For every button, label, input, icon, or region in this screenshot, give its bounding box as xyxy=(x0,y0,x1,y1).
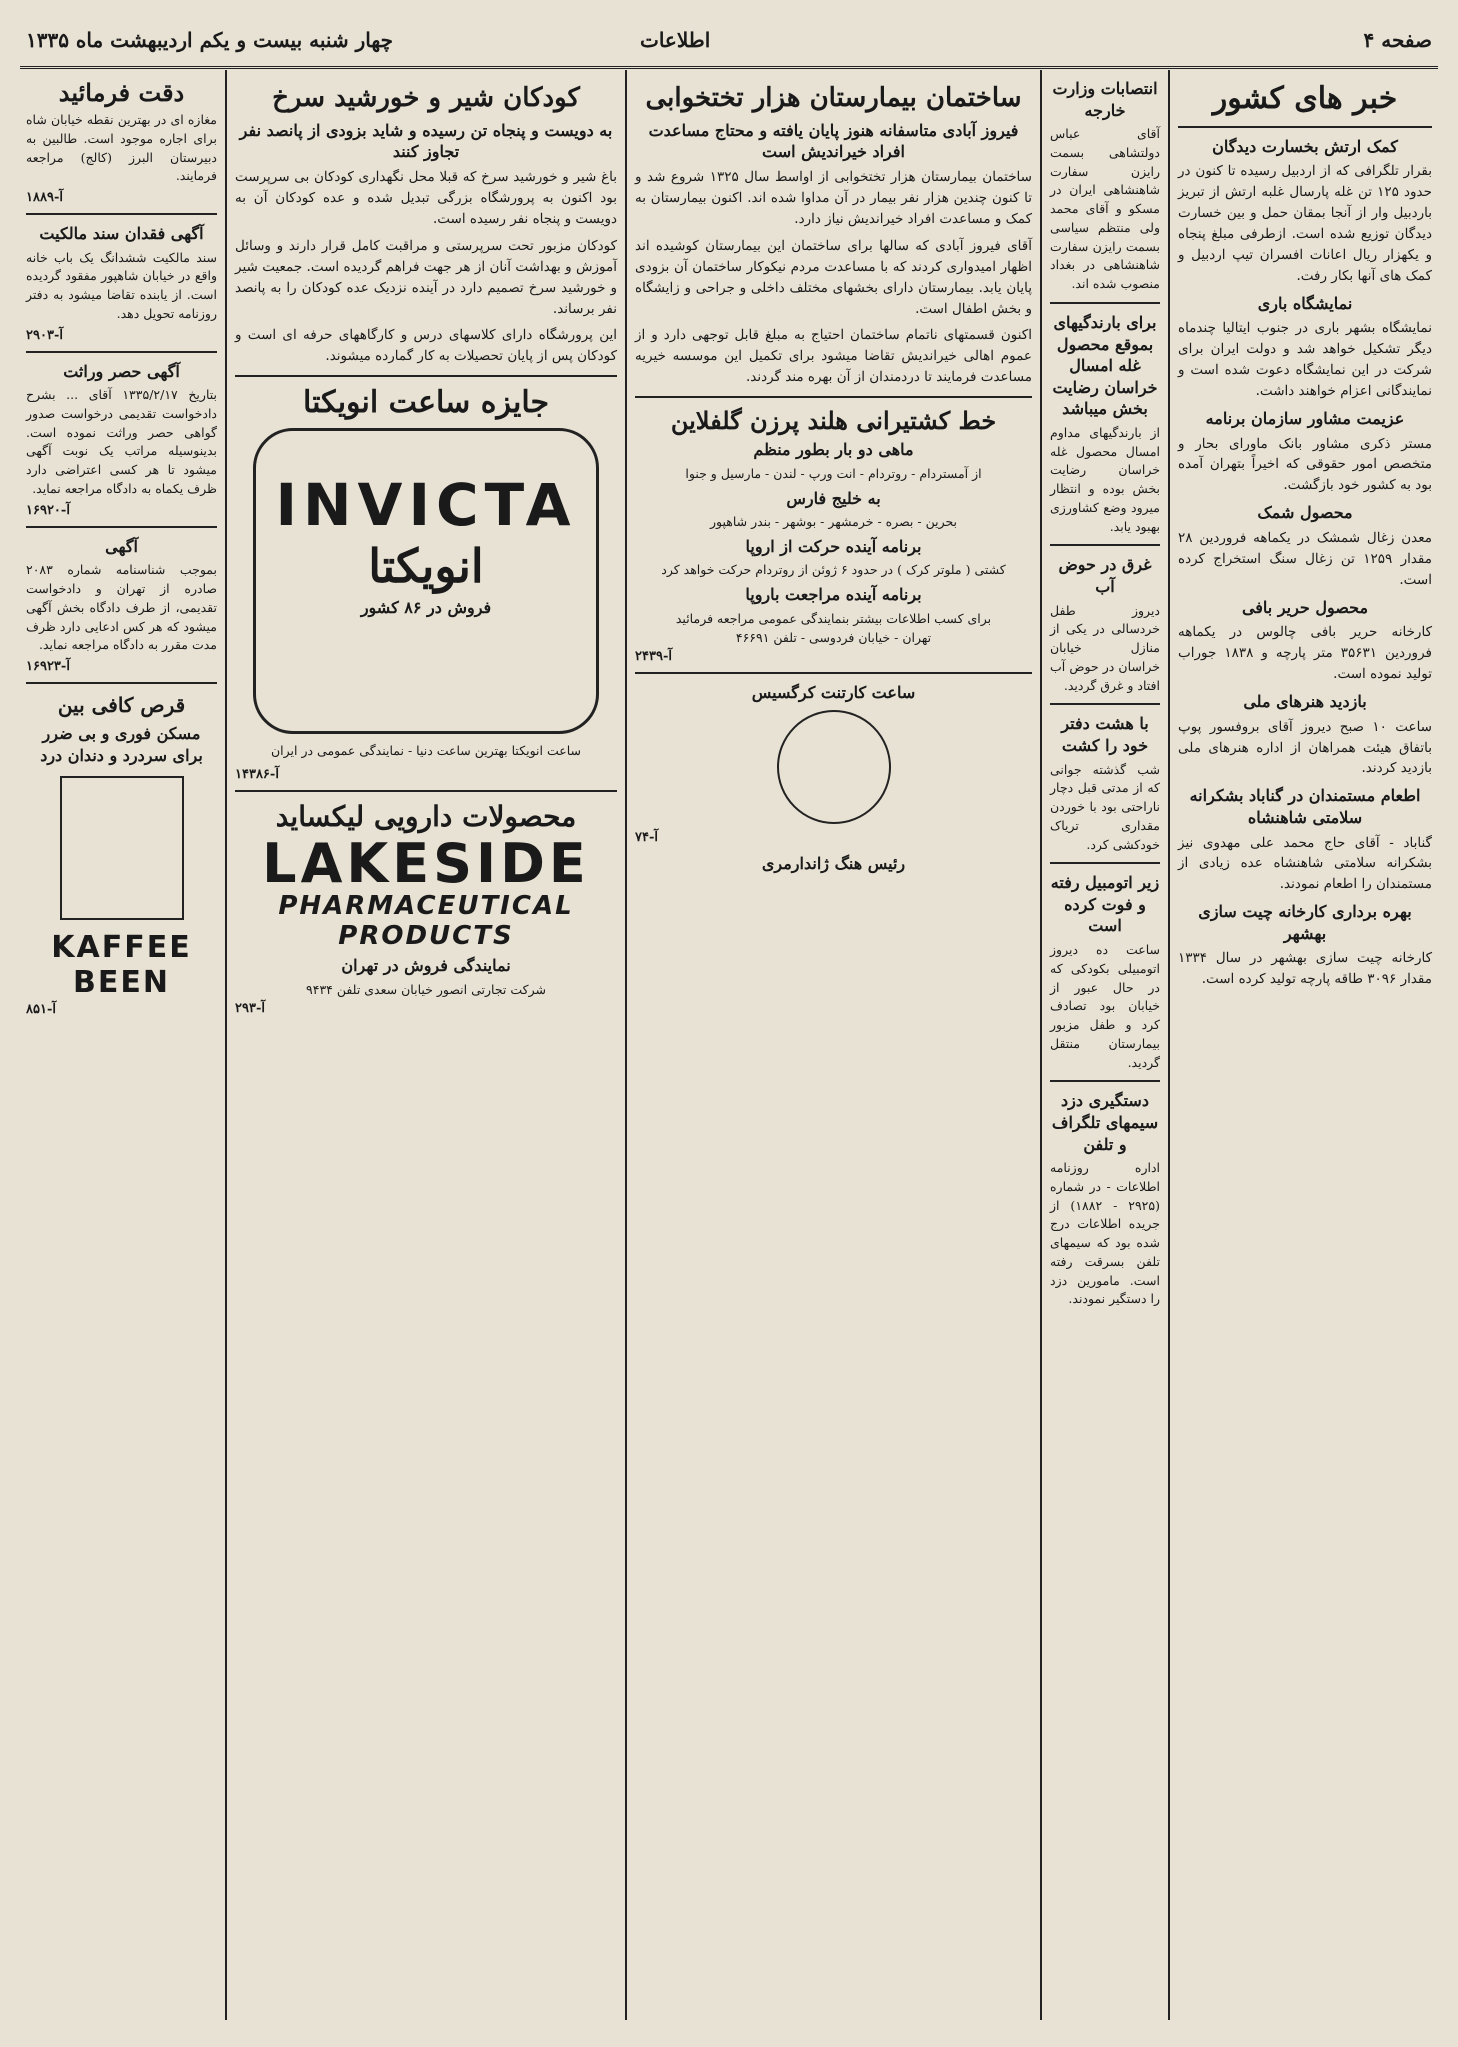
ad-code: آ-۸۵۱ xyxy=(26,1002,56,1018)
classified-code: آ-۱۶۹۲۰ xyxy=(26,502,70,518)
paper-name: اطلاعات xyxy=(640,28,711,52)
article-body: دیروز طفل خردسالی در یکی از منازل خیابان خراسان در حوض آب افتاد و غرق گردید. xyxy=(1050,602,1160,693)
masthead xyxy=(20,22,1438,69)
lakeside-logo: LAKESIDE xyxy=(262,832,590,896)
article-body: این پرورشگاه دارای کلاسهای درس و کارگاههای حرفه ای است و کودکان پس از پایان تحصیلات به کار گمارده میشوند. xyxy=(235,327,617,365)
ad-text: از آمستردام - روتردام - انت ورپ - لندن - مارسیل و جنوا xyxy=(685,465,982,481)
headline: عزیمت مشاور سازمان برنامه xyxy=(1205,408,1405,428)
ad-text: ساعت انویکتا بهترین ساعت دنیا - نمایندگی عمومی در ایران xyxy=(271,743,581,759)
section-title: خبر های کشور xyxy=(1212,81,1398,116)
article-body: کارخانه حریر بافی چالوس در یکماهه فروردین ۳۵۶۳۱ متر پارچه و ۱۸۳۸ جوراب تولید نموده است. xyxy=(1178,624,1432,683)
ad-code: آ-۲۴۳۹ xyxy=(635,649,672,665)
ad-title: قرص کافی بین xyxy=(57,693,186,718)
face-illustration xyxy=(60,776,184,920)
classified-title: دقت فرمائید xyxy=(58,78,185,107)
divider xyxy=(235,375,617,377)
column-news-country xyxy=(1172,74,1438,2024)
headline: محصول حریر بافی xyxy=(1241,597,1369,617)
ad-text: بحرین - بصره - خرمشهر - بوشهر - بندر شاهپور xyxy=(709,514,958,530)
article-body: اداره روزنامه اطلاعات - در شماره (۲۹۲۵ - ۱۸۸۲) از جریده اطلاعات درج شده بود که سیمهای تلفن بسرقت رفته است. مامورین دزد را دستگیر نمودند. xyxy=(1050,1160,1160,1307)
headline: با هشت دفتر خود را کشت xyxy=(1061,714,1149,755)
ad-title: ساعت کارتنت کرگسیس xyxy=(751,683,916,703)
article-body: آقای فیروز آبادی که سالها برای ساختمان این بیمارستان کوشیده اند اظهار امیدواری کردند که با مساعدت مردم نیکوکار ساختمان آن بزودی پایان یابد. بیمارستان دارای بخشهای مختلف داخلی و جراحی و زایشگاه و بخش اطفال است. xyxy=(635,237,1032,317)
classified-body: بتاریخ ۱۳۳۵/۲/۱۷ آقای ... بشرح دادخواست تقدیمی درخواست صدور گواهی حصر وراثت نموده است. بدینوسیله مراتب یک نوبت آگهی میشود تا هر کسی اعتراضی دارد ظرف یکماه به دادگاه مراجعه نماید. xyxy=(26,387,217,496)
ad-address: تهران - خیابان فردوسی - تلفن ۴۶۶۹۱ xyxy=(735,629,932,645)
footer-text: رئیس هنگ ژاندارمری xyxy=(761,853,906,873)
invicta-fa: انویکتا xyxy=(368,539,484,594)
divider xyxy=(1050,703,1160,705)
classified-code: آ-۱۸۸۹ xyxy=(26,190,63,205)
classified-body: مغازه ای در بهترین نقطه خیابان شاه برای اجاره موجود است. طالبین به دبیرستان البرز (کالج) مراجعه فرمایند. xyxy=(26,112,217,184)
column-rule xyxy=(225,70,227,2020)
column-classifieds xyxy=(20,74,223,2024)
column-rule xyxy=(625,70,627,2020)
ad-text: به خلیج فارس xyxy=(786,488,881,508)
ad-code: آ-۲۹۳ xyxy=(235,1001,265,1017)
headline: محصول شمک xyxy=(1257,503,1353,523)
headline: ساختمان بیمارستان هزار تختخوابی xyxy=(645,83,1022,113)
kaffee-been-logo: KAFFEE BEEN xyxy=(51,930,192,1001)
divider xyxy=(635,672,1032,674)
headline: غرق در حوض آب xyxy=(1058,555,1152,596)
classified-code: آ-۲۹۰۳ xyxy=(26,327,63,343)
ad-text: برنامه آینده مراجعت باروپا xyxy=(745,585,922,605)
article-body: مستر ذکری مشاور بانک ماورای بحار و متخصص امور حقوقی که اخیراً بتهران آمده بود به کشور خود بازگشت. xyxy=(1178,435,1432,494)
classified-code: آ-۱۶۹۲۳ xyxy=(26,659,70,675)
article-body: ساعت ۱۰ صبح دیروز آقای بروفسور پوپ باتفاق هیئت همراهان از اداره هنرهای ملی بازدید کردند. xyxy=(1178,718,1432,777)
classified-title: آگهی حصر وراثت xyxy=(63,361,180,381)
article-body: نمایشگاه بشهر باری در جنوب ایتالیا چندماه دیگر تشکیل خواهد شد و دولت ایران برای شرکت در این نمایشگاه دعوت شده است و نمایندگانی اعزام خواهند داشت. xyxy=(1178,320,1432,399)
ad-text: نمایندگی فروش در تهران xyxy=(341,956,511,976)
invicta-logo: INVICTA xyxy=(275,471,577,540)
lakeside-subtitle: PHARMACEUTICAL PRODUCTS xyxy=(278,891,574,952)
headline: نمایشگاه باری xyxy=(1257,293,1353,313)
column-rule xyxy=(1040,70,1042,2020)
article-body: گناباد - آقای حاج محمد علی مهدوی نیز بشکرانه سلامتی شاهنشاه عده زیادی از مستمندان را اطعام نمودند. xyxy=(1178,834,1432,893)
subheadline: به دویست و پنجاه تن رسیده و شاید بزودی از پانصد نفر تجاوز کنند xyxy=(239,120,613,162)
article-body: اکنون قسمتهای ناتمام ساختمان احتیاج به مبلغ قابل توجهی دارد و از عموم اهالی خیراندیش تقاضا میشود برای تکمیل این موسسه خیریه مساعدت فرمایند تا دردمندان از آن بهره مند گردند. xyxy=(635,327,1032,386)
classified-title: آگهی فقدان سند مالکیت xyxy=(39,224,204,243)
article-body: ساعت ده دیروز اتومبیلی بکودکی که در حال عبور از خیابان بود تصادف کرد و طفل مزبور بیمارستان منتقل گردید. xyxy=(1050,942,1160,1070)
column-children xyxy=(229,74,623,2024)
column-hospital xyxy=(629,74,1038,2024)
ad-text: برای کسب اطلاعات بیشتر بنمایندگی عمومی مراجعه فرمائید xyxy=(675,610,992,626)
article-body: از بارندگیهای مداوم امسال محصول غله خراسان رضایت بخش بوده و انتظار میرود وضع کشاورزی بهبود یابد. xyxy=(1050,424,1160,534)
ad-title: محصولات دارویی لیکساید xyxy=(275,800,577,834)
divider xyxy=(26,682,217,684)
ad-code: آ-۱۴۳۸۶ xyxy=(235,767,279,783)
divider xyxy=(26,213,217,215)
classified-body: سند مالکیت ششدانگ یک باب خانه واقع در خیابان شاهپور مفقود گردیده است. از یابنده تقاضا میشود به دفتر روزنامه تحویل دهد. xyxy=(26,249,217,321)
article-body: کودکان مزبور تحت سرپرستی و مراقبت کامل قرار دارند و وسائل آموزش و بهداشت آنان از هر جهت فراهم گردیده است. جمعیت شیر و خورشید سرخ تصمیم دارد در آینده نزدیک عده کودکان را به پانصد نفر برساند. xyxy=(235,237,617,317)
divider xyxy=(1050,862,1160,864)
article-body: بقرار تلگرافی که از اردبیل رسیده تا کنون در حدود ۱۲۵ تن غله پارسال غلبه ارتش از تبریز باردبیل وار از آنجا بمقان حمل و بین خسارت دیدگان توزیع شده است. ازطرفی مبلغ پنجاه و یکهزار ریال اعانات افسران تیپ اردبیل و کمک های آنها بکار رفت. xyxy=(1178,163,1432,284)
ad-text: برنامه آینده حرکت از اروپا xyxy=(745,536,922,556)
ad-text: ماهی دو بار بطور منظم xyxy=(753,440,914,460)
ad-text: شرکت تجارتی انصور خیابان سعدی تلفن ۹۴۳۴ xyxy=(306,981,546,997)
watch-illustration xyxy=(253,428,599,734)
headline: برای بارندگیهای بموقع محصول غله امسال خراسان رضایت بخش میباشد xyxy=(1052,312,1158,419)
ad-text: مسکن فوری و بی ضرر برای سردرد و دندان درد xyxy=(40,724,203,765)
divider xyxy=(1178,126,1432,128)
ad-text: کشتی ( ملوتر کرک ) در حدود ۶ ژوئن از روتردام حرکت خواهد کرد xyxy=(661,562,1006,578)
divider xyxy=(1050,544,1160,546)
divider xyxy=(1050,302,1160,304)
classified-title: آگهی xyxy=(105,536,138,556)
ad-title: خط کشتیرانی هلند پرزن گلفلاین xyxy=(670,406,997,436)
ad-title: جایزه ساعت انویکتا xyxy=(302,385,550,421)
divider xyxy=(635,396,1032,398)
column-short-news xyxy=(1044,74,1166,2024)
portrait-illustration xyxy=(777,710,891,824)
classified-body: بموجب شناسنامه شماره ۲۰۸۳ صادره از تهران و دادخواست تقدیمی، از طرف دادگاه بخش آگهی میشود که هر کس ادعایی دارد ظرف مدت مقرر به دادگاه مراجعه نماید. xyxy=(26,562,217,653)
divider xyxy=(26,351,217,353)
headline: دستگیری دزد سیمهای تلگراف و تلفن xyxy=(1051,1091,1159,1154)
newspaper-page xyxy=(20,22,1438,2027)
page-number: صفحه ۴ xyxy=(1363,28,1432,52)
headline: زیر اتومبیل رفته و فوت کرده است xyxy=(1050,873,1160,936)
article-body: ساختمان بیمارستان هزار تختخوابی از اواسط سال ۱۳۲۵ شروع شد و تا کنون چندین هزار نفر بیمار در آن مداوا شده اند. اکنون بیمارستان به کمک و مساعدت افراد خیراندیش نیاز دارد. xyxy=(635,168,1032,227)
issue-date: چهار شنبه بیست و یکم اردیبهشت ماه ۱۳۳۵ xyxy=(26,28,393,52)
divider xyxy=(26,526,217,528)
invicta-tagline: فروش در ۸۶ کشور xyxy=(360,598,492,618)
headline: کودکان شیر و خورشید سرخ xyxy=(272,83,580,113)
subheadline: فیروز آبادی متاسفانه هنوز پایان یافته و محتاج مساعدت افراد خیراندیش است xyxy=(648,120,1019,162)
headline: انتصابات وزارت خارجه xyxy=(1052,79,1158,120)
article-body: باغ شیر و خورشید سرخ که قبلا محل نگهداری کودکان بی سرپرست بود اکنون به پرورشگاه بزرگی تبدیل شده و عده کودکان آن به دویست و پنجاه نفر رسیده است. xyxy=(235,168,617,227)
headline: اطعام مستمندان در گناباد بشکرانه سلامتی شاهنشاه xyxy=(1189,786,1421,827)
column-rule xyxy=(1168,70,1170,2020)
article-body: معدن زغال شمشک در یکماهه فروردین ۲۸ مقدار ۱۲۵۹ تن زغال سنگ استخراج کرده است. xyxy=(1178,529,1432,588)
headline: بهره برداری کارخانه چیت سازی بهشهر xyxy=(1198,902,1412,943)
headline: بازدید هنرهای ملی xyxy=(1243,691,1367,711)
divider xyxy=(235,790,617,792)
article-body: کارخانه چیت سازی بهشهر در سال ۱۳۳۴ مقدار ۳۰۹۶ طاقه پارچه تولید کرده است. xyxy=(1178,950,1432,988)
article-body: شب گذشته جوانی که از مدتی قبل دچار ناراحتی بود با خوردن مقداری تریاک خودکشی کرد. xyxy=(1050,761,1160,852)
ad-code: آ-۷۴ xyxy=(635,829,658,845)
article-body: آقای عباس دولتشاهی بسمت رایزن سفارت شاهنشاهی ایران در مسکو و آقای محمد ولی منتظم سیاسی بسمت رایزن سفارت شاهنشاهی در بغداد منصوب شده اند. xyxy=(1050,126,1160,292)
divider xyxy=(1050,1080,1160,1082)
headline: کمک ارتش بخسارت دیدگان xyxy=(1212,136,1398,156)
